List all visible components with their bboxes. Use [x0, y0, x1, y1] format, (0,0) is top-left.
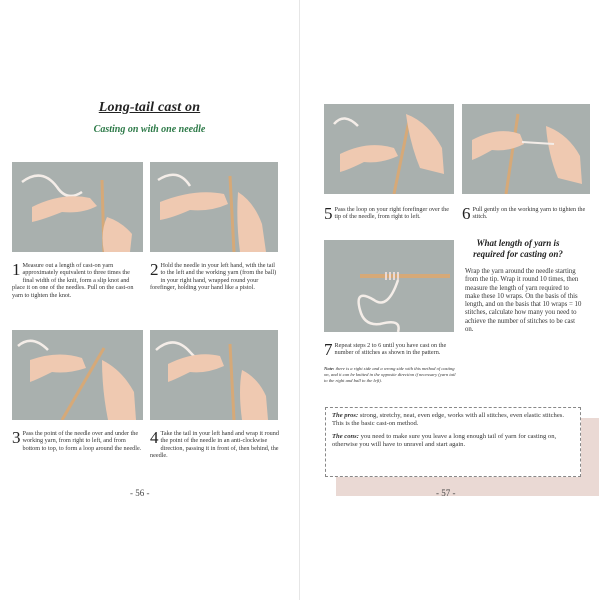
sidebar-text: Wrap the yarn around the needle starting from the tip. Wrap it round 10 times, then measure the length of yarn required to make these 10 wraps. On the basis of this length, and on the basis that 10 wraps = 10 stitches, calculate how many you need to achieve the number of stitches to be cast on. — [465, 268, 582, 334]
step-number: 1 — [12, 260, 21, 279]
step-text: Repeat steps 2 to 6 until you have cast on the number of stitches as shown in the pattern. — [334, 342, 447, 357]
step-text: Take the tail in your left hand and wrap it round the point of the needle in an anti-clockwise direction, passing it in front of, then behind, the needle. — [150, 430, 279, 460]
step-3-photo — [12, 330, 143, 420]
step-3 — [12, 430, 142, 452]
step-5-photo — [324, 104, 454, 194]
pros-label: The pros: — [332, 412, 359, 419]
step-6 — [462, 206, 590, 221]
page-subtitle: Casting on with one needle — [93, 124, 206, 135]
left-page — [0, 0, 299, 600]
pros-text: strong, stretchy, neat, even edge, works with all stitches, even elastic stitches. This is the basic cast-on method. — [332, 412, 564, 428]
step-4-photo — [150, 330, 278, 420]
step-text: Measure out a length of cast-on yarn approximately equivalent to three times the final width of the knit, form a slip knot and place it on one of the needles. Pull on the cast-on yarn to tighten the knot. — [12, 262, 134, 299]
step-text: Pull gently on the working yarn to tighten the stitch. — [472, 206, 586, 221]
step-2 — [150, 262, 280, 292]
step-1 — [12, 262, 142, 299]
cons-label: The cons: — [332, 432, 359, 440]
step-7-photo — [324, 240, 454, 332]
step-number: 6 — [462, 204, 471, 223]
step-text: Pass the loop on your right forefinger over the tip of the needle, from right to left. — [334, 206, 449, 221]
note-text: there is a right side and a wrong side with this method of casting on, and it can be knitted in the opposite direction if necessary (yarn tail to the right and ball to the left). — [324, 366, 456, 383]
pros-cons-box — [325, 407, 581, 477]
step-number: 7 — [324, 340, 333, 359]
page-number-left: - 56 - — [130, 488, 150, 498]
cons-text: you need to make sure you leave a long enough tail of yarn for casting on, otherwise you will have to unravel and start again. — [332, 432, 557, 449]
step-number: 4 — [150, 428, 159, 447]
step-2-photo — [150, 162, 278, 252]
sidebar-heading-line-2: required for casting on? — [473, 249, 563, 259]
step-5 — [324, 206, 452, 221]
sidebar-heading-line-1: What length of yarn is — [476, 238, 560, 248]
note-label: Note: — [324, 366, 335, 371]
step-text: Pass the point of the needle over and under the working yarn, from right to left, and from bottom to top, to form a loop around the needle. — [22, 430, 142, 452]
page-number-right: - 57 - — [436, 488, 456, 498]
method-note — [324, 366, 458, 383]
step-4 — [150, 430, 280, 460]
step-number: 2 — [150, 260, 159, 279]
cons-paragraph — [332, 433, 574, 450]
step-1-photo — [12, 162, 143, 252]
pros-paragraph — [332, 412, 574, 429]
step-number: 5 — [324, 204, 333, 223]
step-number: 3 — [12, 428, 21, 447]
step-6-photo — [462, 104, 590, 194]
page-title: Long-tail cast on — [98, 100, 201, 115]
step-7 — [324, 342, 458, 357]
sidebar-heading — [458, 238, 578, 260]
step-text: Hold the needle in your left hand, with the tail to the left and the working yarn (from the ball) in your right hand, wrapped round your forefinger, holding your hand like a pistol. — [150, 262, 277, 292]
